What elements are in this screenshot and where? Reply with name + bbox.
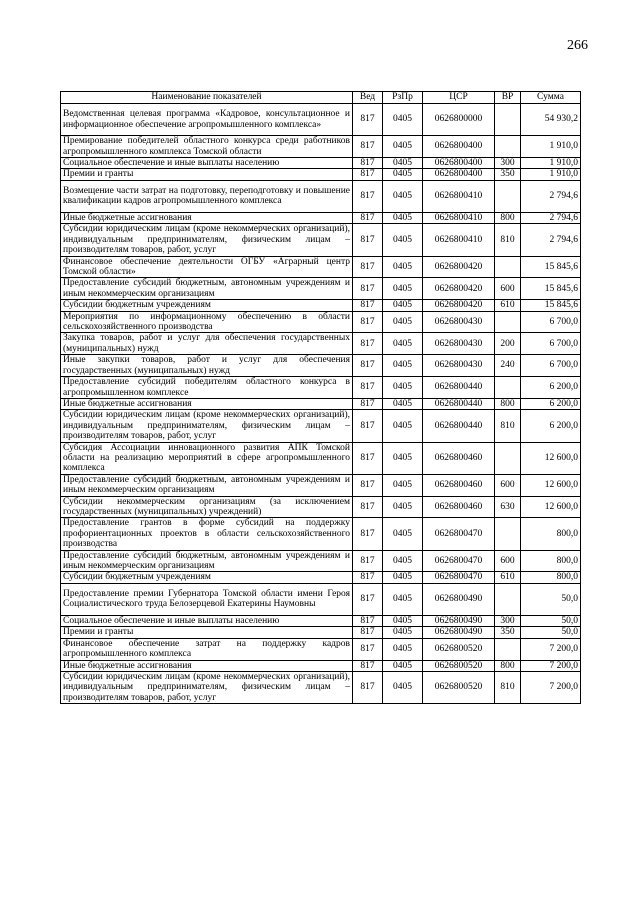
cell-ved: 817	[353, 355, 383, 377]
cell-vr: 300	[495, 158, 521, 169]
cell-rzpr: 0405	[383, 311, 423, 333]
cell-rzpr: 0405	[383, 672, 423, 704]
cell-rzpr: 0405	[383, 638, 423, 660]
cell-rzpr: 0405	[383, 333, 423, 355]
cell-sum: 2 794,6	[521, 224, 581, 256]
cell-csr: 0626800430	[423, 311, 495, 333]
header-name: Наименование показателей	[61, 92, 353, 104]
header-ved: Вед	[353, 92, 383, 104]
table-row	[61, 550, 581, 572]
cell-name: Предоставление субсидий победителям областного конкурса в агропромышленном комплексе	[61, 377, 353, 399]
cell-rzpr: 0405	[383, 583, 423, 615]
cell-ved: 817	[353, 572, 383, 583]
cell-ved: 817	[353, 672, 383, 704]
cell-sum: 6 200,0	[521, 410, 581, 442]
table-row	[61, 583, 581, 615]
cell-csr: 0626800470	[423, 550, 495, 572]
cell-csr: 0626800420	[423, 278, 495, 300]
cell-name: Предоставление субсидий бюджетным, автономным учреждениям и иным некоммерческим организациям	[61, 278, 353, 300]
table-row	[61, 616, 581, 627]
cell-csr: 0626800000	[423, 104, 495, 136]
cell-ved: 817	[353, 180, 383, 212]
cell-vr	[495, 311, 521, 333]
cell-sum: 12 600,0	[521, 442, 581, 474]
cell-csr: 0626800520	[423, 638, 495, 660]
cell-name: Субсидия Ассоциации инновационного развития АПК Томской области на реализацию мероприятий в сфере агропромышленного комплекса	[61, 442, 353, 474]
cell-csr: 0626800440	[423, 377, 495, 399]
cell-csr: 0626800470	[423, 572, 495, 583]
table-body	[61, 104, 581, 704]
cell-rzpr: 0405	[383, 169, 423, 180]
cell-sum: 50,0	[521, 627, 581, 638]
cell-name: Предоставление субсидий бюджетным, автономным учреждениям и иным некоммерческим организациям	[61, 474, 353, 496]
cell-ved: 817	[353, 616, 383, 627]
table-row	[61, 311, 581, 333]
cell-name: Иные бюджетные ассигнования	[61, 213, 353, 224]
cell-vr: 300	[495, 616, 521, 627]
cell-rzpr: 0405	[383, 496, 423, 518]
cell-ved: 817	[353, 136, 383, 158]
cell-rzpr: 0405	[383, 104, 423, 136]
cell-rzpr: 0405	[383, 410, 423, 442]
header-sum: Сумма	[521, 92, 581, 104]
cell-sum: 6 700,0	[521, 355, 581, 377]
cell-vr	[495, 136, 521, 158]
cell-ved: 817	[353, 442, 383, 474]
cell-csr: 0626800420	[423, 256, 495, 278]
cell-vr: 200	[495, 333, 521, 355]
table-row	[61, 300, 581, 311]
cell-csr: 0626800400	[423, 158, 495, 169]
table-row	[61, 398, 581, 409]
table-row	[61, 224, 581, 256]
cell-ved: 817	[353, 496, 383, 518]
cell-name: Премирование победителей областного конкурса среди работников агропромышленного комплекса Томской области	[61, 136, 353, 158]
cell-csr: 0626800460	[423, 442, 495, 474]
cell-csr: 0626800440	[423, 410, 495, 442]
cell-rzpr: 0405	[383, 213, 423, 224]
cell-sum: 15 845,6	[521, 256, 581, 278]
cell-name: Субсидии бюджетным учреждениям	[61, 572, 353, 583]
cell-ved: 817	[353, 398, 383, 409]
cell-ved: 817	[353, 377, 383, 399]
cell-name: Субсидии бюджетным учреждениям	[61, 300, 353, 311]
cell-rzpr: 0405	[383, 355, 423, 377]
cell-ved: 817	[353, 213, 383, 224]
cell-ved: 817	[353, 627, 383, 638]
cell-name: Предоставление грантов в форме субсидий на поддержку профориентационных проектов в области сельскохозяйственного производства	[61, 518, 353, 550]
cell-rzpr: 0405	[383, 224, 423, 256]
cell-sum: 54 930,2	[521, 104, 581, 136]
cell-vr: 630	[495, 496, 521, 518]
cell-ved: 817	[353, 660, 383, 671]
cell-csr: 0626800410	[423, 213, 495, 224]
cell-csr: 0626800520	[423, 660, 495, 671]
cell-rzpr: 0405	[383, 572, 423, 583]
cell-vr: 600	[495, 474, 521, 496]
cell-sum: 2 794,6	[521, 213, 581, 224]
cell-vr: 610	[495, 300, 521, 311]
cell-sum: 2 794,6	[521, 180, 581, 212]
cell-sum: 6 200,0	[521, 377, 581, 399]
cell-ved: 817	[353, 278, 383, 300]
cell-csr: 0626800440	[423, 398, 495, 409]
cell-rzpr: 0405	[383, 518, 423, 550]
cell-csr: 0626800410	[423, 224, 495, 256]
table-row	[61, 496, 581, 518]
cell-csr: 0626800400	[423, 136, 495, 158]
cell-ved: 817	[353, 474, 383, 496]
cell-sum: 50,0	[521, 616, 581, 627]
cell-sum: 7 200,0	[521, 638, 581, 660]
table-row	[61, 638, 581, 660]
table-row	[61, 672, 581, 704]
cell-vr: 350	[495, 169, 521, 180]
table-row	[61, 377, 581, 399]
cell-rzpr: 0405	[383, 377, 423, 399]
cell-csr: 0626800460	[423, 496, 495, 518]
cell-sum: 1 910,0	[521, 169, 581, 180]
cell-name: Премии и гранты	[61, 169, 353, 180]
cell-ved: 817	[353, 256, 383, 278]
cell-csr: 0626800420	[423, 300, 495, 311]
cell-csr: 0626800400	[423, 169, 495, 180]
cell-rzpr: 0405	[383, 256, 423, 278]
cell-sum: 15 845,6	[521, 300, 581, 311]
cell-vr: 810	[495, 224, 521, 256]
cell-sum: 50,0	[521, 583, 581, 615]
table-row	[61, 278, 581, 300]
cell-rzpr: 0405	[383, 627, 423, 638]
cell-rzpr: 0405	[383, 442, 423, 474]
cell-vr	[495, 442, 521, 474]
table-row	[61, 474, 581, 496]
cell-csr: 0626800490	[423, 616, 495, 627]
cell-name: Иные бюджетные ассигнования	[61, 398, 353, 409]
cell-ved: 817	[353, 104, 383, 136]
table-row	[61, 518, 581, 550]
cell-name: Ведомственная целевая программа «Кадровое, консультационное и информационное обеспечение агропромышленного комплекса»	[61, 104, 353, 136]
cell-vr: 610	[495, 572, 521, 583]
table-row	[61, 660, 581, 671]
cell-sum: 800,0	[521, 572, 581, 583]
table-row	[61, 333, 581, 355]
cell-ved: 817	[353, 300, 383, 311]
cell-vr: 600	[495, 550, 521, 572]
cell-sum: 6 700,0	[521, 311, 581, 333]
header-csr: ЦСР	[423, 92, 495, 104]
cell-rzpr: 0405	[383, 278, 423, 300]
cell-vr: 810	[495, 672, 521, 704]
page-number: 266	[567, 38, 588, 53]
cell-vr: 800	[495, 660, 521, 671]
cell-csr: 0626800490	[423, 583, 495, 615]
cell-rzpr: 0405	[383, 180, 423, 212]
cell-ved: 817	[353, 550, 383, 572]
cell-ved: 817	[353, 333, 383, 355]
cell-sum: 12 600,0	[521, 496, 581, 518]
cell-sum: 1 910,0	[521, 158, 581, 169]
cell-sum: 15 845,6	[521, 278, 581, 300]
cell-vr: 800	[495, 213, 521, 224]
cell-name: Субсидии некоммерческим организациям (за исключением государственных (муниципальных) учреждений)	[61, 496, 353, 518]
cell-vr	[495, 583, 521, 615]
cell-vr: 800	[495, 398, 521, 409]
cell-sum: 6 200,0	[521, 398, 581, 409]
cell-vr: 810	[495, 410, 521, 442]
cell-name: Субсидии юридическим лицам (кроме некоммерческих организаций), индивидуальным предпринимателям, физическим лицам – производителям товаров, работ, услуг	[61, 410, 353, 442]
cell-vr	[495, 104, 521, 136]
cell-rzpr: 0405	[383, 398, 423, 409]
cell-sum: 800,0	[521, 518, 581, 550]
table-row	[61, 256, 581, 278]
table-row	[61, 213, 581, 224]
cell-vr: 600	[495, 278, 521, 300]
cell-rzpr: 0405	[383, 660, 423, 671]
cell-ved: 817	[353, 518, 383, 550]
cell-vr	[495, 256, 521, 278]
header-vr: ВР	[495, 92, 521, 104]
table-row	[61, 410, 581, 442]
cell-csr: 0626800460	[423, 474, 495, 496]
cell-sum: 7 200,0	[521, 660, 581, 671]
cell-ved: 817	[353, 638, 383, 660]
cell-csr: 0626800410	[423, 180, 495, 212]
cell-csr: 0626800490	[423, 627, 495, 638]
cell-vr: 240	[495, 355, 521, 377]
cell-sum: 12 600,0	[521, 474, 581, 496]
cell-name: Предоставление премии Губернатора Томской области имени Героя Социалистического труда Белозерцевой Екатерины Наумовны	[61, 583, 353, 615]
cell-ved: 817	[353, 158, 383, 169]
cell-ved: 817	[353, 169, 383, 180]
cell-rzpr: 0405	[383, 616, 423, 627]
table-row	[61, 572, 581, 583]
cell-name: Субсидии юридическим лицам (кроме некоммерческих организаций), индивидуальным предпринимателям, физическим лицам – производителям товаров, работ, услуг	[61, 672, 353, 704]
cell-ved: 817	[353, 311, 383, 333]
cell-name: Финансовое обеспечение деятельности ОГБУ «Аграрный центр Томской области»	[61, 256, 353, 278]
table-row	[61, 136, 581, 158]
cell-csr: 0626800520	[423, 672, 495, 704]
cell-csr: 0626800430	[423, 333, 495, 355]
cell-vr	[495, 377, 521, 399]
table-row	[61, 442, 581, 474]
cell-name: Социальное обеспечение и иные выплаты населению	[61, 616, 353, 627]
cell-rzpr: 0405	[383, 474, 423, 496]
cell-rzpr: 0405	[383, 550, 423, 572]
cell-name: Предоставление субсидий бюджетным, автономным учреждениям и иным некоммерческим организациям	[61, 550, 353, 572]
cell-name: Социальное обеспечение и иные выплаты населению	[61, 158, 353, 169]
cell-csr: 0626800430	[423, 355, 495, 377]
table-row	[61, 180, 581, 212]
cell-rzpr: 0405	[383, 300, 423, 311]
table-row	[61, 158, 581, 169]
cell-sum: 7 200,0	[521, 672, 581, 704]
budget-table	[60, 91, 581, 704]
cell-sum: 1 910,0	[521, 136, 581, 158]
header-rzpr: РзПр	[383, 92, 423, 104]
cell-rzpr: 0405	[383, 158, 423, 169]
cell-name: Иные закупки товаров, работ и услуг для обеспечения государственных (муниципальных) нужд	[61, 355, 353, 377]
table-row	[61, 169, 581, 180]
cell-name: Финансовое обеспечение затрат на поддержку кадров агропромышленного комплекса	[61, 638, 353, 660]
cell-sum: 6 700,0	[521, 333, 581, 355]
cell-vr: 350	[495, 627, 521, 638]
cell-name: Возмещение части затрат на подготовку, переподготовку и повышение квалификации кадров агропромышленного комплекса	[61, 180, 353, 212]
cell-name: Иные бюджетные ассигнования	[61, 660, 353, 671]
cell-csr: 0626800470	[423, 518, 495, 550]
table-header-row	[61, 92, 581, 104]
cell-ved: 817	[353, 224, 383, 256]
cell-rzpr: 0405	[383, 136, 423, 158]
table-row	[61, 104, 581, 136]
cell-name: Мероприятия по информационному обеспечению в области сельскохозяйственного производства	[61, 311, 353, 333]
cell-vr	[495, 180, 521, 212]
cell-vr	[495, 518, 521, 550]
cell-name: Закупка товаров, работ и услуг для обеспечения государственных (муниципальных) нужд	[61, 333, 353, 355]
cell-vr	[495, 638, 521, 660]
table-row	[61, 355, 581, 377]
cell-ved: 817	[353, 583, 383, 615]
cell-name: Премии и гранты	[61, 627, 353, 638]
cell-name: Субсидии юридическим лицам (кроме некоммерческих организаций), индивидуальным предпринимателям, физическим лицам – производителям товаров, работ, услуг	[61, 224, 353, 256]
cell-sum: 800,0	[521, 550, 581, 572]
table-row	[61, 627, 581, 638]
cell-ved: 817	[353, 410, 383, 442]
